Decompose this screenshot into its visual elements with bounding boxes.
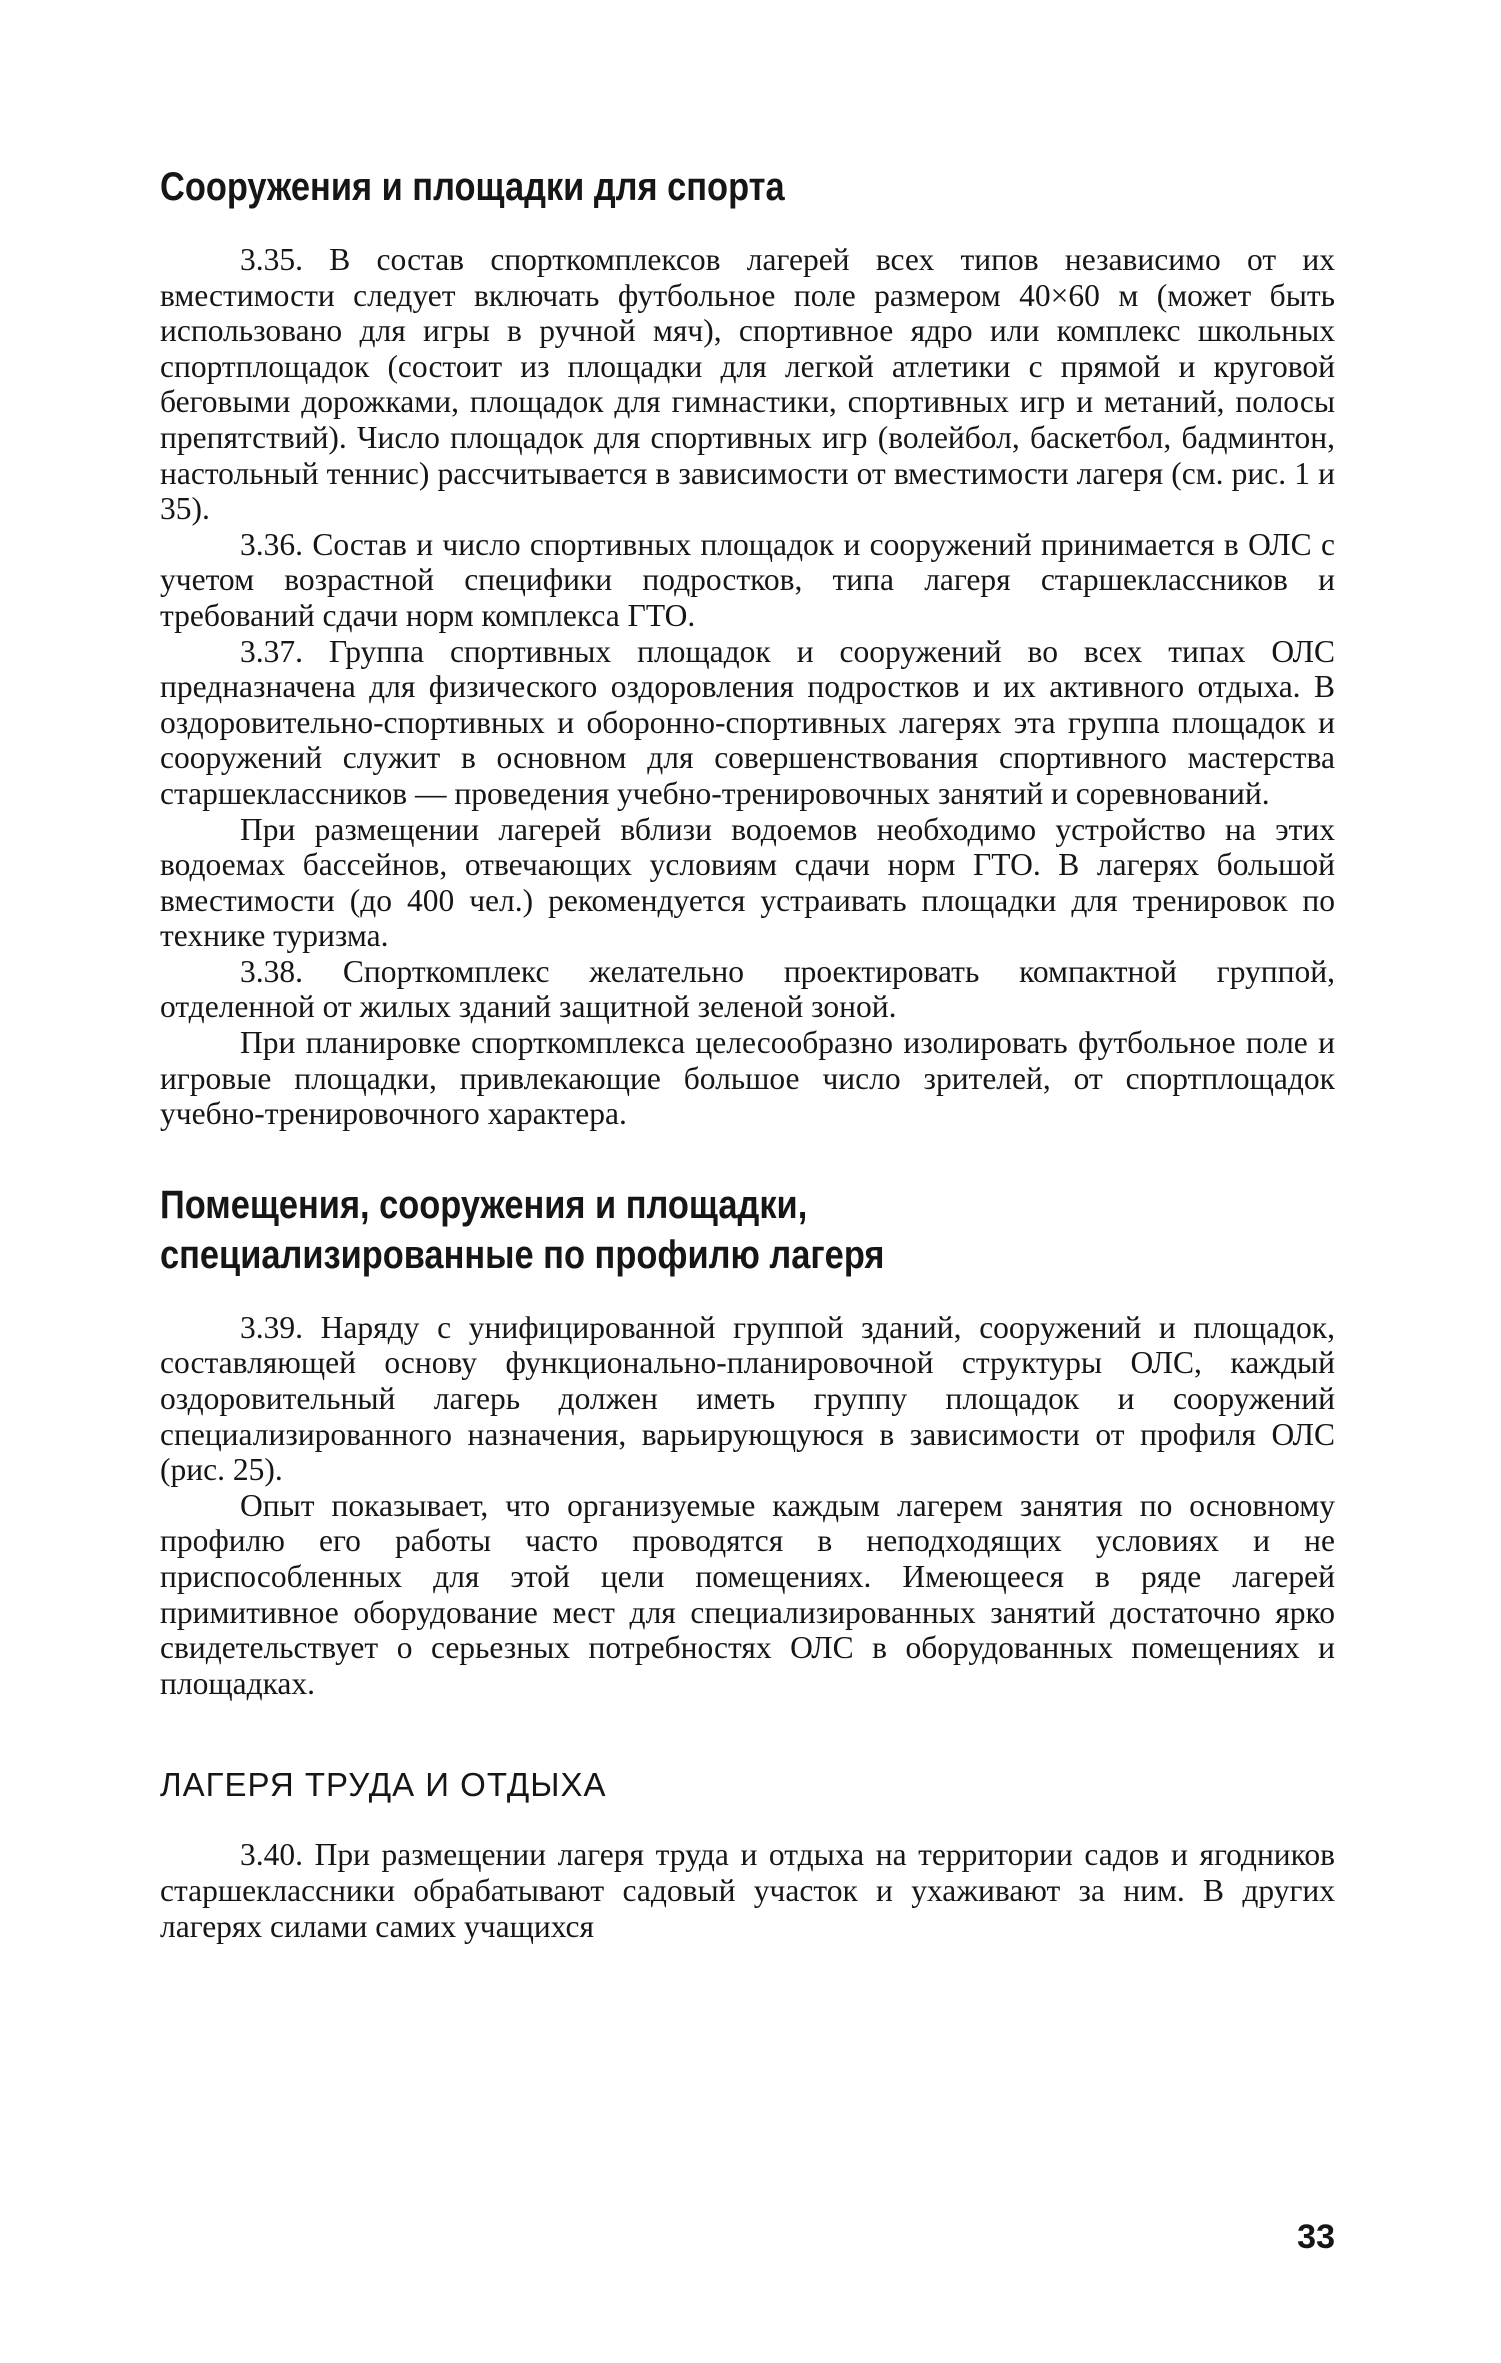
paragraph-3-39: 3.39. Наряду с унифицированной группой зданий, сооружений и площадок, составляющей основу функционально-планировочной структуры ОЛС, каждый оздоровительный лагерь должен иметь группу площадок и сооружений специализированного назначения, варьирующуюся в зависимости от профиля ОЛС (рис. 25). [160,1309,1335,1488]
paragraph-3-36: 3.36. Состав и число спортивных площадок и сооружений принимается в ОЛС с учетом возрастной специфики подростков, типа лагеря старшеклассников и требований сдачи норм комплекса ГТО. [160,526,1335,633]
text-column [160,150,1335,1944]
paragraph-planning: При планировке спорткомплекса целесообразно изолировать футбольное поле и игровые площадки, привлекающие большое число зрителей, от спортплощадок учебно-тренировочного характера. [160,1025,1335,1132]
section-heading-sport-facilities: Сооружения и площадки для спорта [160,165,785,209]
section-body-sport [160,242,1335,1132]
section-body-labor [160,1837,1335,1944]
paragraph-3-35: 3.35. В состав спорткомплексов лагерей всех типов независимо от их вместимости следует включать футбольное поле размером 40×60 м (может быть использовано для игры в ручной мяч), спортивное ядро или комплекс школьных спортплощадок (состоит из площадки для легкой атлетики с прямой и круговой беговыми дорожками, площадок для гимнастики, спортивных игр и метаний, полосы препятствий). Число площадок для спортивных игр (волейбол, баскетбол, бадминтон, настольный теннис) рассчитывается в зависимости от вместимости лагеря (см. рис. 1 и 35). [160,242,1335,527]
paragraph-experience: Опыт показывает, что организуемые каждым лагерем занятия по основному профилю его работы часто проводятся в неподходящих условиях и не приспособленных для этой цели помещениях. Имеющееся в ряде лагерей примитивное оборудование мест для специализированных занятий достаточно ярко свидетельствует о серьезных потребностях ОЛС в оборудованных помещениях и площадках. [160,1487,1335,1701]
section-body-specialized [160,1310,1335,1702]
section-heading-specialized-line2: специализированные по профилю лагеря [160,1232,885,1277]
paragraph-pools: При размещении лагерей вблизи водоемов необходимо устройство на этих водоемах бассейнов, отвечающих условиям сдачи норм ГТО. В лагерях большой вместимости (до 400 чел.) рекомендуется устраивать площадки для тренировок по технике туризма. [160,811,1335,954]
page-number: 33 [1297,2218,1335,2256]
paragraph-3-38: 3.38. Спорткомплекс желательно проектировать компактной группой, отделенной от жилых зданий защитной зеленой зоной. [160,953,1335,1025]
section-heading-labor-camps: ЛАГЕРЯ ТРУДА И ОТДЫХА [160,1766,607,1804]
section-heading-specialized-line1: Помещения, сооружения и площадки, [160,1182,808,1227]
paragraph-3-40: 3.40. При размещении лагеря труда и отдыха на территории садов и ягодников старшеклассники обрабатывают садовый участок и ухаживают за ним. В других лагерях силами самих учащихся [160,1837,1335,1944]
paragraph-3-37: 3.37. Группа спортивных площадок и сооружений во всех типах ОЛС предназначена для физического оздоровления подростков и их активного отдыха. В оздоровительно-спортивных и оборонно-спортивных лагерях эта группа площадок и сооружений служит в основном для совершенствования спортивного мастерства старшеклассников — проведения учебно-тренировочных занятий и соревнований. [160,633,1335,811]
section-heading-specialized [160,1180,1171,1280]
